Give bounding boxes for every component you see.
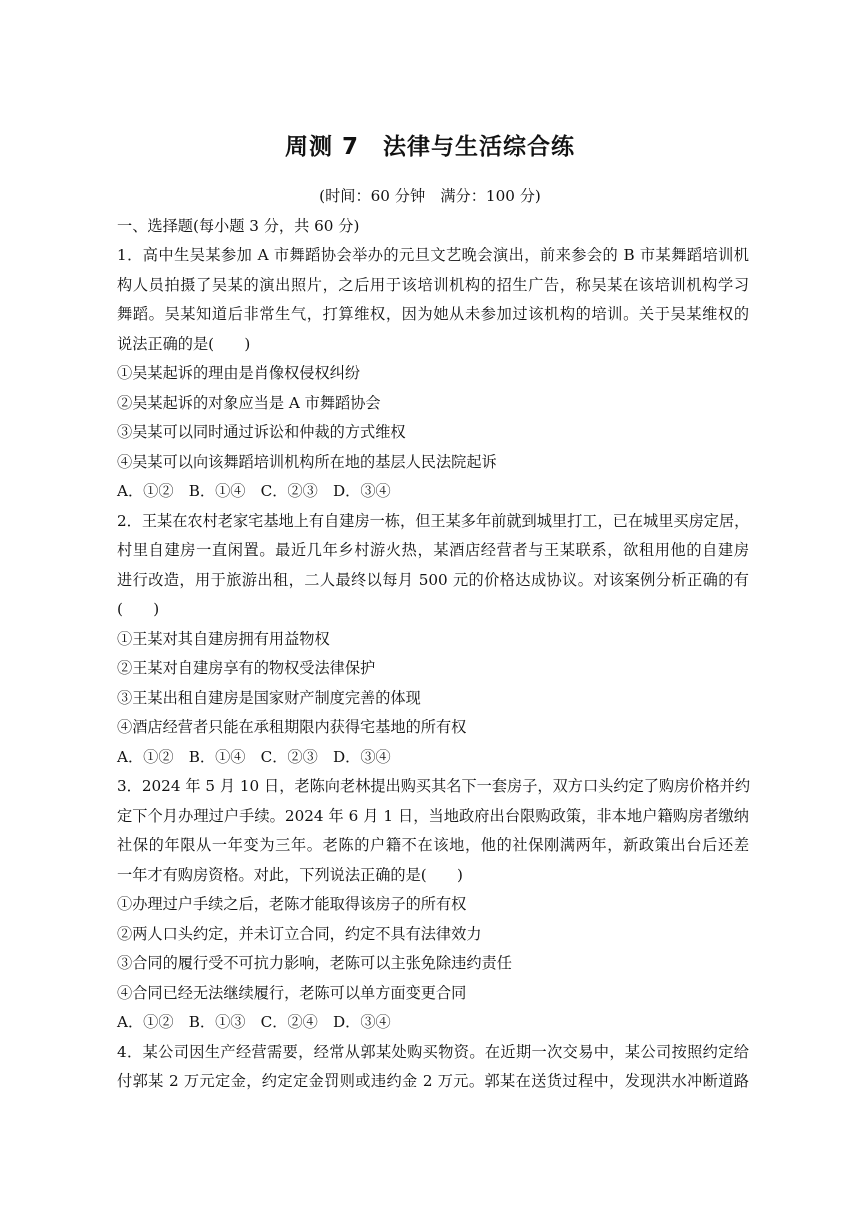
q4-stem-line: 付郭某 2 万元定金，约定定金罚则或违约金 2 万元。郭某在送货过程中，发现洪水冲断道路 — [117, 1072, 749, 1090]
q2-option: ①王某对其自建房拥有用益物权 — [117, 630, 330, 648]
q3-option: ①办理过户手续之后，老陈才能取得该房子的所有权 — [117, 895, 467, 913]
q3-option: ③合同的履行受不可抗力影响，老陈可以主张免除违约责任 — [117, 954, 512, 972]
q2-stem-line: 进行改造，用于旅游出租，二人最终以每月 500 元的价格达成协议。对该案例分析正确的有 — [117, 571, 749, 589]
q1-stem-line: 构人员拍摄了吴某的演出照片，之后用于该培训机构的招生广告，称吴某在该培训机构学习 — [117, 276, 749, 294]
q1-stem-line: 说法正确的是( ) — [117, 335, 251, 353]
q1-stem-line: 1．高中生吴某参加 A 市舞蹈协会举办的元旦文艺晚会演出，前来参会的 B 市某舞蹈培训机 — [117, 246, 749, 264]
q2-stem-line: 村里自建房一直闲置。最近几年乡村游火热，某酒店经营者与王某联系，欲租用他的自建房 — [117, 541, 749, 559]
exam-info: (时间：60 分钟 满分：100 分) — [319, 187, 541, 205]
q3-option: ②两人口头约定，并未订立合同，约定不具有法律效力 — [117, 925, 482, 943]
q2-stem-line: ( ) — [117, 600, 160, 618]
q3-stem-line: 一年才有购房资格。对此，下列说法正确的是( ) — [117, 866, 463, 884]
q3-answer-choices: A．①② B．①③ C．②④ D．③④ — [117, 1013, 391, 1031]
q2-option: ④酒店经营者只能在承租期限内获得宅基地的所有权 — [117, 718, 467, 736]
q2-option: ③王某出租自建房是国家财产制度完善的体现 — [117, 689, 421, 707]
q2-stem-line: 2．王某在农村老家宅基地上有自建房一栋，但王某多年前就到城里打工，已在城里买房定居， — [117, 512, 750, 530]
q3-option: ④合同已经无法继续履行，老陈可以单方面变更合同 — [117, 984, 467, 1002]
page-title: 周测 7 法律与生活综合练 — [284, 134, 575, 160]
q1-answer-choices: A．①② B．①④ C．②③ D．③④ — [117, 482, 391, 500]
q1-option: ①吴某起诉的理由是肖像权侵权纠纷 — [117, 364, 360, 382]
q1-option: ②吴某起诉的对象应当是 A 市舞蹈协会 — [117, 394, 381, 412]
q4-stem-line: 4．某公司因生产经营需要，经常从郭某处购买物资。在近期一次交易中，某公司按照约定给 — [117, 1043, 749, 1061]
q3-stem-line: 社保的年限从一年变为三年。老陈的户籍不在该地，他的社保刚满两年，新政策出台后还差 — [117, 836, 749, 854]
q2-answer-choices: A．①② B．①④ C．②③ D．③④ — [117, 748, 391, 766]
section-heading: 一、选择题(每小题 3 分，共 60 分) — [117, 217, 360, 235]
q1-option: ④吴某可以向该舞蹈培训机构所在地的基层人民法院起诉 — [117, 453, 497, 471]
q2-option: ②王某对自建房享有的物权受法律保护 — [117, 659, 376, 677]
q3-stem-line: 定下个月办理过户手续。2024 年 6 月 1 日，当地政府出台限购政策，非本地户籍购房者缴纳 — [117, 807, 749, 825]
q1-option: ③吴某可以同时通过诉讼和仲裁的方式维权 — [117, 423, 406, 441]
q3-stem-line: 3．2024 年 5 月 10 日，老陈向老林提出购买其名下一套房子，双方口头约定了购房价格并约 — [117, 777, 751, 795]
q1-stem-line: 舞蹈。吴某知道后非常生气，打算维权，因为她从未参加过该机构的培训。关于吴某维权的 — [117, 305, 749, 323]
